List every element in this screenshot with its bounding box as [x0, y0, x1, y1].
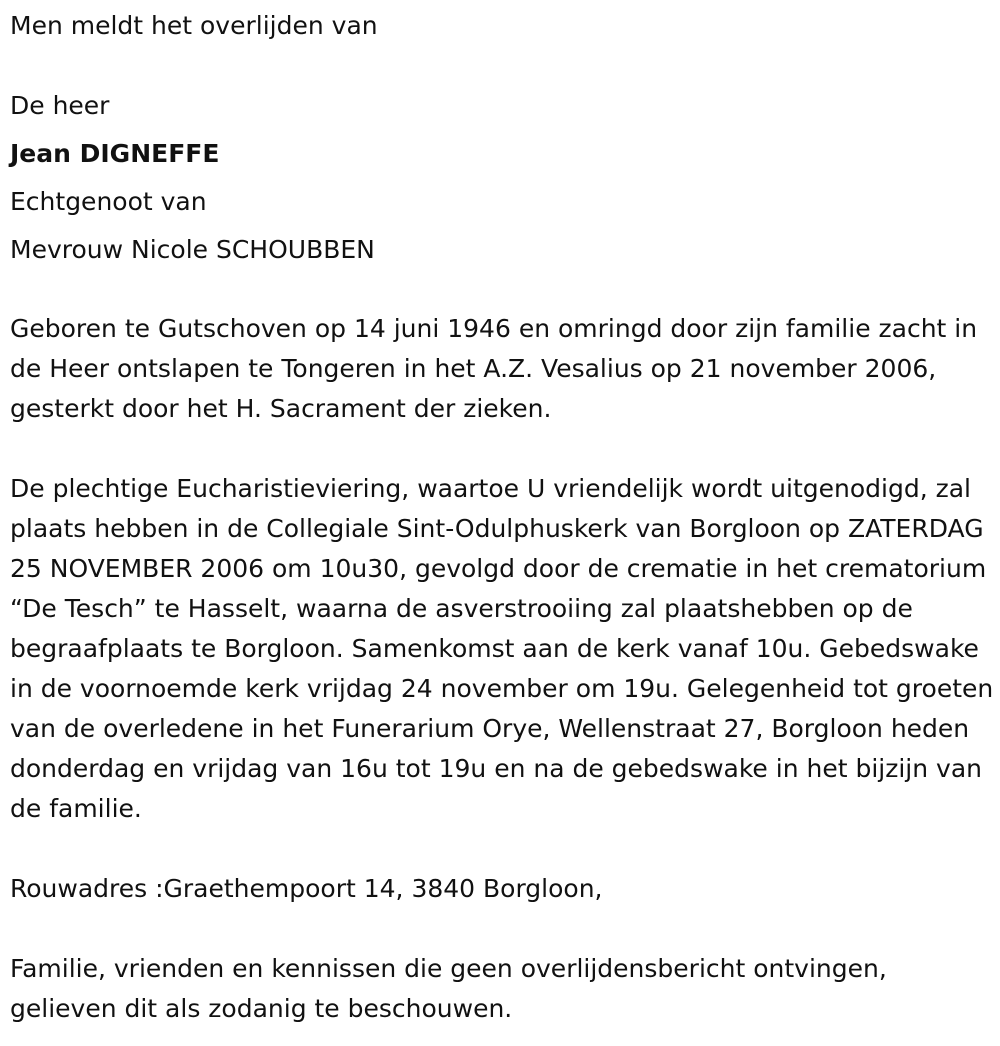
relation-text: Echtgenoot van	[10, 187, 207, 216]
spouse-name: Mevrouw Nicole SCHOUBBEN	[10, 235, 375, 264]
ceremony-paragraph: De plechtige Eucharistieviering, waartoe U vriendelijk wordt uitgenodigd, zal plaats hebben in de Collegiale Sint-Odulphuskerk van Borgloon op ZATERDAG 25 NOVEMBER 2006 om 10u30, gevolgd door de crematie in het crematorium “De Tesch” te Hasselt, waarna de asverstrooiing zal plaatshebben op de begraafplaats te Borgloon. Samenkomst aan de kerk vanaf 10u. Gebedswake in de voornoemde kerk vrijdag 24 november om 19u. Gelegenheid tot groeten van de overledene in het Funerarium Orye, Wellenstraat 27, Borgloon heden donderdag en vrijdag van 16u tot 19u en na de gebedswake in het bijzijn van de familie.	[10, 474, 994, 823]
deceased-name: Jean DIGNEFFE	[10, 139, 220, 168]
mourning-address: Rouwadres :Graethempoort 14, 3840 Borgloon,	[10, 874, 603, 903]
closing-paragraph: Familie, vrienden en kennissen die geen overlijdensbericht ontvingen, gelieven dit als zodanig te beschouwen.	[10, 954, 887, 1023]
salutation: De heer	[10, 91, 110, 120]
birth-death-paragraph: Geboren te Gutschoven op 14 juni 1946 en omringd door zijn familie zacht in de Heer ontslapen te Tongeren in het A.Z. Vesalius op 21 november 2006, gesterkt door het H. Sacrament der zieken.	[10, 314, 978, 423]
intro-text: Men meldt het overlijden van	[10, 11, 378, 40]
deceased-identity	[10, 82, 375, 274]
